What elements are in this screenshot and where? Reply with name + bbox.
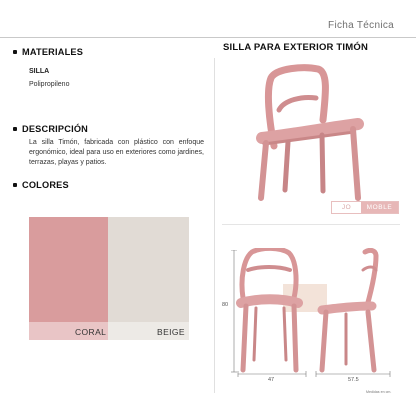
chair-main-image (224, 60, 404, 210)
colors-heading: COLORES (22, 180, 69, 190)
bullet-icon (13, 127, 17, 131)
brand-watermark (331, 201, 399, 214)
bullet-icon (13, 183, 17, 187)
header-divider (0, 37, 416, 38)
dimension-height-label: 80 (222, 302, 229, 308)
dimensions-unit-note: Medidas en cm. (366, 390, 392, 394)
product-title: SILLA PARA EXTERIOR TIMÓN (223, 42, 369, 53)
materials-text: Polipropileno (29, 81, 70, 88)
bullet-icon (13, 50, 17, 54)
description-text: La silla Timón, fabricada con plástico con enfoque ergonómico, ideal para uso en exteriores como jardines, terrazas, playas y patios. (29, 139, 204, 167)
description-heading: DESCRIPCIÓN (22, 124, 89, 134)
materials-subheading: SILLA (29, 68, 50, 75)
watermark-part2: MOBLE (361, 202, 398, 213)
dimension-lines (230, 250, 400, 390)
swatch-label-coral: CORAL (75, 327, 107, 337)
page-header-title: Ficha Técnica (328, 20, 394, 31)
dimension-width-label: 47 (268, 377, 275, 383)
column-divider (214, 58, 215, 393)
dimension-depth-label: 57.5 (348, 377, 359, 383)
swatch-label-beige: BEIGE (157, 327, 185, 337)
watermark-part1: JO (341, 204, 352, 211)
section-divider (222, 224, 400, 225)
materials-heading: MATERIALES (22, 47, 84, 57)
